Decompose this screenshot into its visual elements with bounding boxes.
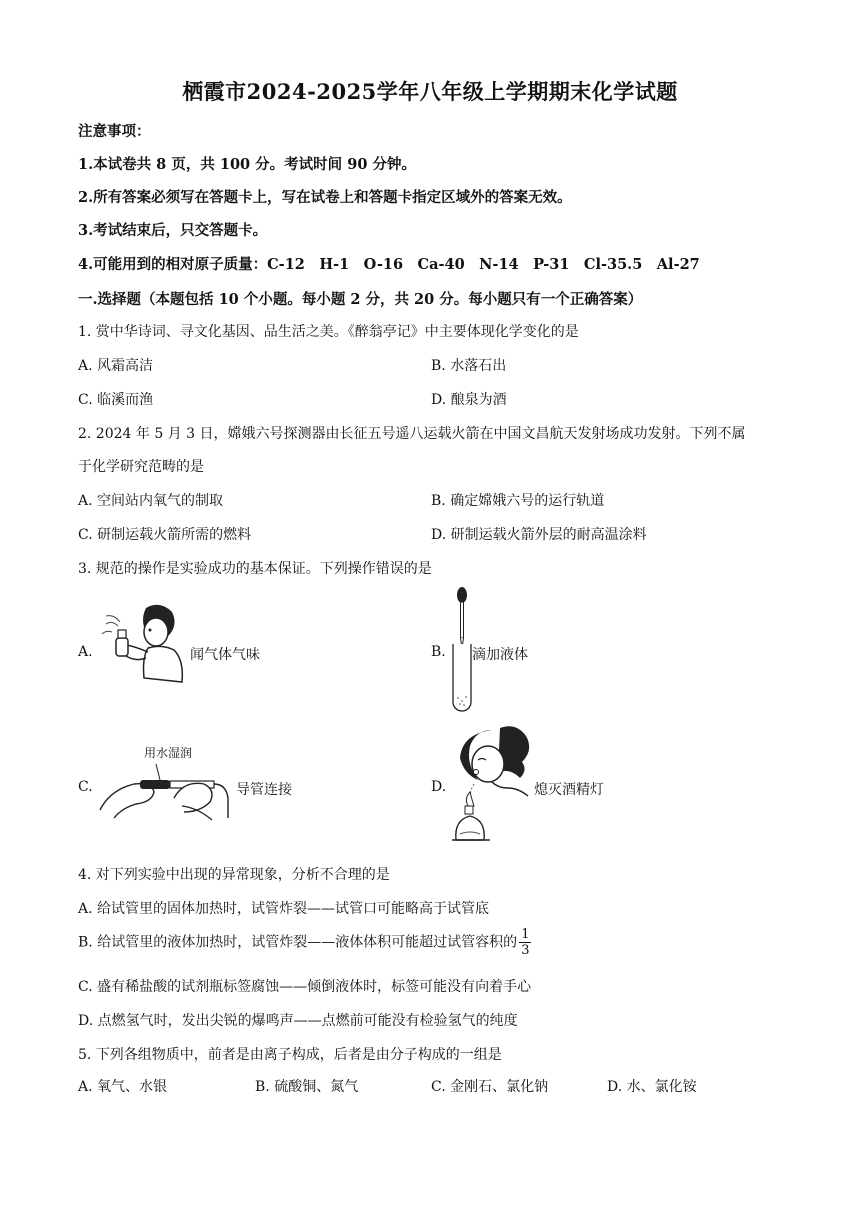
question-2-stem-line1: 2. 2024 年 5 月 3 日，嫦娥六号探测器由长征五号遥八运载火箭在中国文昌航天发射场成功发射。下列不属 [78, 426, 746, 442]
question-3-option-d-label: 熄灭酒精灯 [534, 782, 604, 798]
question-5-stem: 5. 下列各组物质中，前者是由离子构成，后者是由分子构成的一组是 [78, 1047, 502, 1063]
question-2-option-c: C. 研制运载火箭所需的燃料 [78, 527, 252, 543]
question-1-option-a: A. 风霜高洁 [78, 358, 154, 374]
question-5-option-b: B. 硫酸铜、氮气 [255, 1079, 359, 1095]
question-3-stem: 3. 规范的操作是实验成功的基本保证。下列操作错误的是 [78, 561, 432, 577]
notice-item-4: 4.可能用到的相对原子质量：C-12 H-1 O-16 Ca-40 N-14 P-31 Cl-35.5 Al-27 [78, 256, 700, 273]
question-3-option-c-figure-text: 用水湿润 [144, 746, 193, 760]
blowing-out-alcohol-lamp-illustration [452, 722, 536, 852]
question-4-stem: 4. 对下列实验中出现的异常现象，分析不合理的是 [78, 867, 390, 883]
question-1-stem: 1. 赏中华诗词、寻文化基因、品生活之美。《醉翁亭记》中主要体现化学变化的是 [78, 324, 579, 340]
question-5-option-d: D. 水、氯化铵 [607, 1079, 697, 1095]
question-3-option-c-letter: C. [78, 779, 93, 795]
question-1-option-b: B. 水落石出 [431, 358, 507, 374]
question-3-option-a-label: 闻气体气味 [190, 647, 260, 663]
notice-item-2: 2.所有答案必须写在答题卡上，写在试卷上和答题卡指定区域外的答案无效。 [78, 189, 572, 206]
question-3-option-d-letter: D. [431, 779, 447, 795]
question-1-option-c: C. 临溪而渔 [78, 392, 154, 408]
notice-item-3: 3.考试结束后，只交答题卡。 [78, 222, 268, 239]
fraction-one-third: $\frac{1}{3}$ [521, 927, 530, 958]
question-4-option-b [78, 927, 531, 958]
question-5-option-c: C. 金刚石、氯化钠 [431, 1079, 549, 1095]
section-heading: 一.选择题（本题包括 10 个小题。每小题 2 分，共 20 分。每小题只有一个正确答案） [78, 291, 643, 308]
question-2-option-a: A. 空间站内氧气的制取 [78, 493, 224, 509]
notice-item-1: 1.本试卷共 8 页，共 100 分。考试时间 90 分钟。 [78, 156, 416, 173]
question-3-option-b-letter: B. [431, 644, 446, 660]
smelling-gas-illustration [98, 598, 188, 698]
question-4-option-a: A. 给试管里的固体加热时，试管炸裂——试管口可能略高于试管底 [78, 901, 490, 917]
question-5-option-a: A. 氧气、水银 [78, 1079, 168, 1095]
tube-connection-illustration [96, 762, 236, 824]
question-1-option-d: D. 酿泉为酒 [431, 392, 507, 408]
question-3-option-a-letter: A. [78, 644, 93, 660]
notice-heading: 注意事项： [78, 123, 151, 140]
question-2-stem-line2: 于化学研究范畴的是 [78, 459, 204, 475]
question-3-option-c-label: 导管连接 [236, 782, 292, 798]
question-4-option-d: D. 点燃氢气时，发出尖锐的爆鸣声——点燃前可能没有检验氢气的纯度 [78, 1013, 518, 1029]
question-2-option-d: D. 研制运载火箭外层的耐高温涂料 [431, 527, 647, 543]
question-3-option-b-label: 滴加液体 [472, 647, 528, 663]
question-4-option-b-text: B. 给试管里的液体加热时，试管炸裂——液体体积可能超过试管容积的 [78, 934, 518, 951]
question-4-option-c: C. 盛有稀盐酸的试剂瓶标签腐蚀——倾倒液体时，标签可能没有向着手心 [78, 979, 532, 995]
page-title: 栖霞市2024-2025学年八年级上学期期末化学试题 [182, 79, 678, 104]
question-2-option-b: B. 确定嫦娥六号的运行轨道 [431, 493, 605, 509]
